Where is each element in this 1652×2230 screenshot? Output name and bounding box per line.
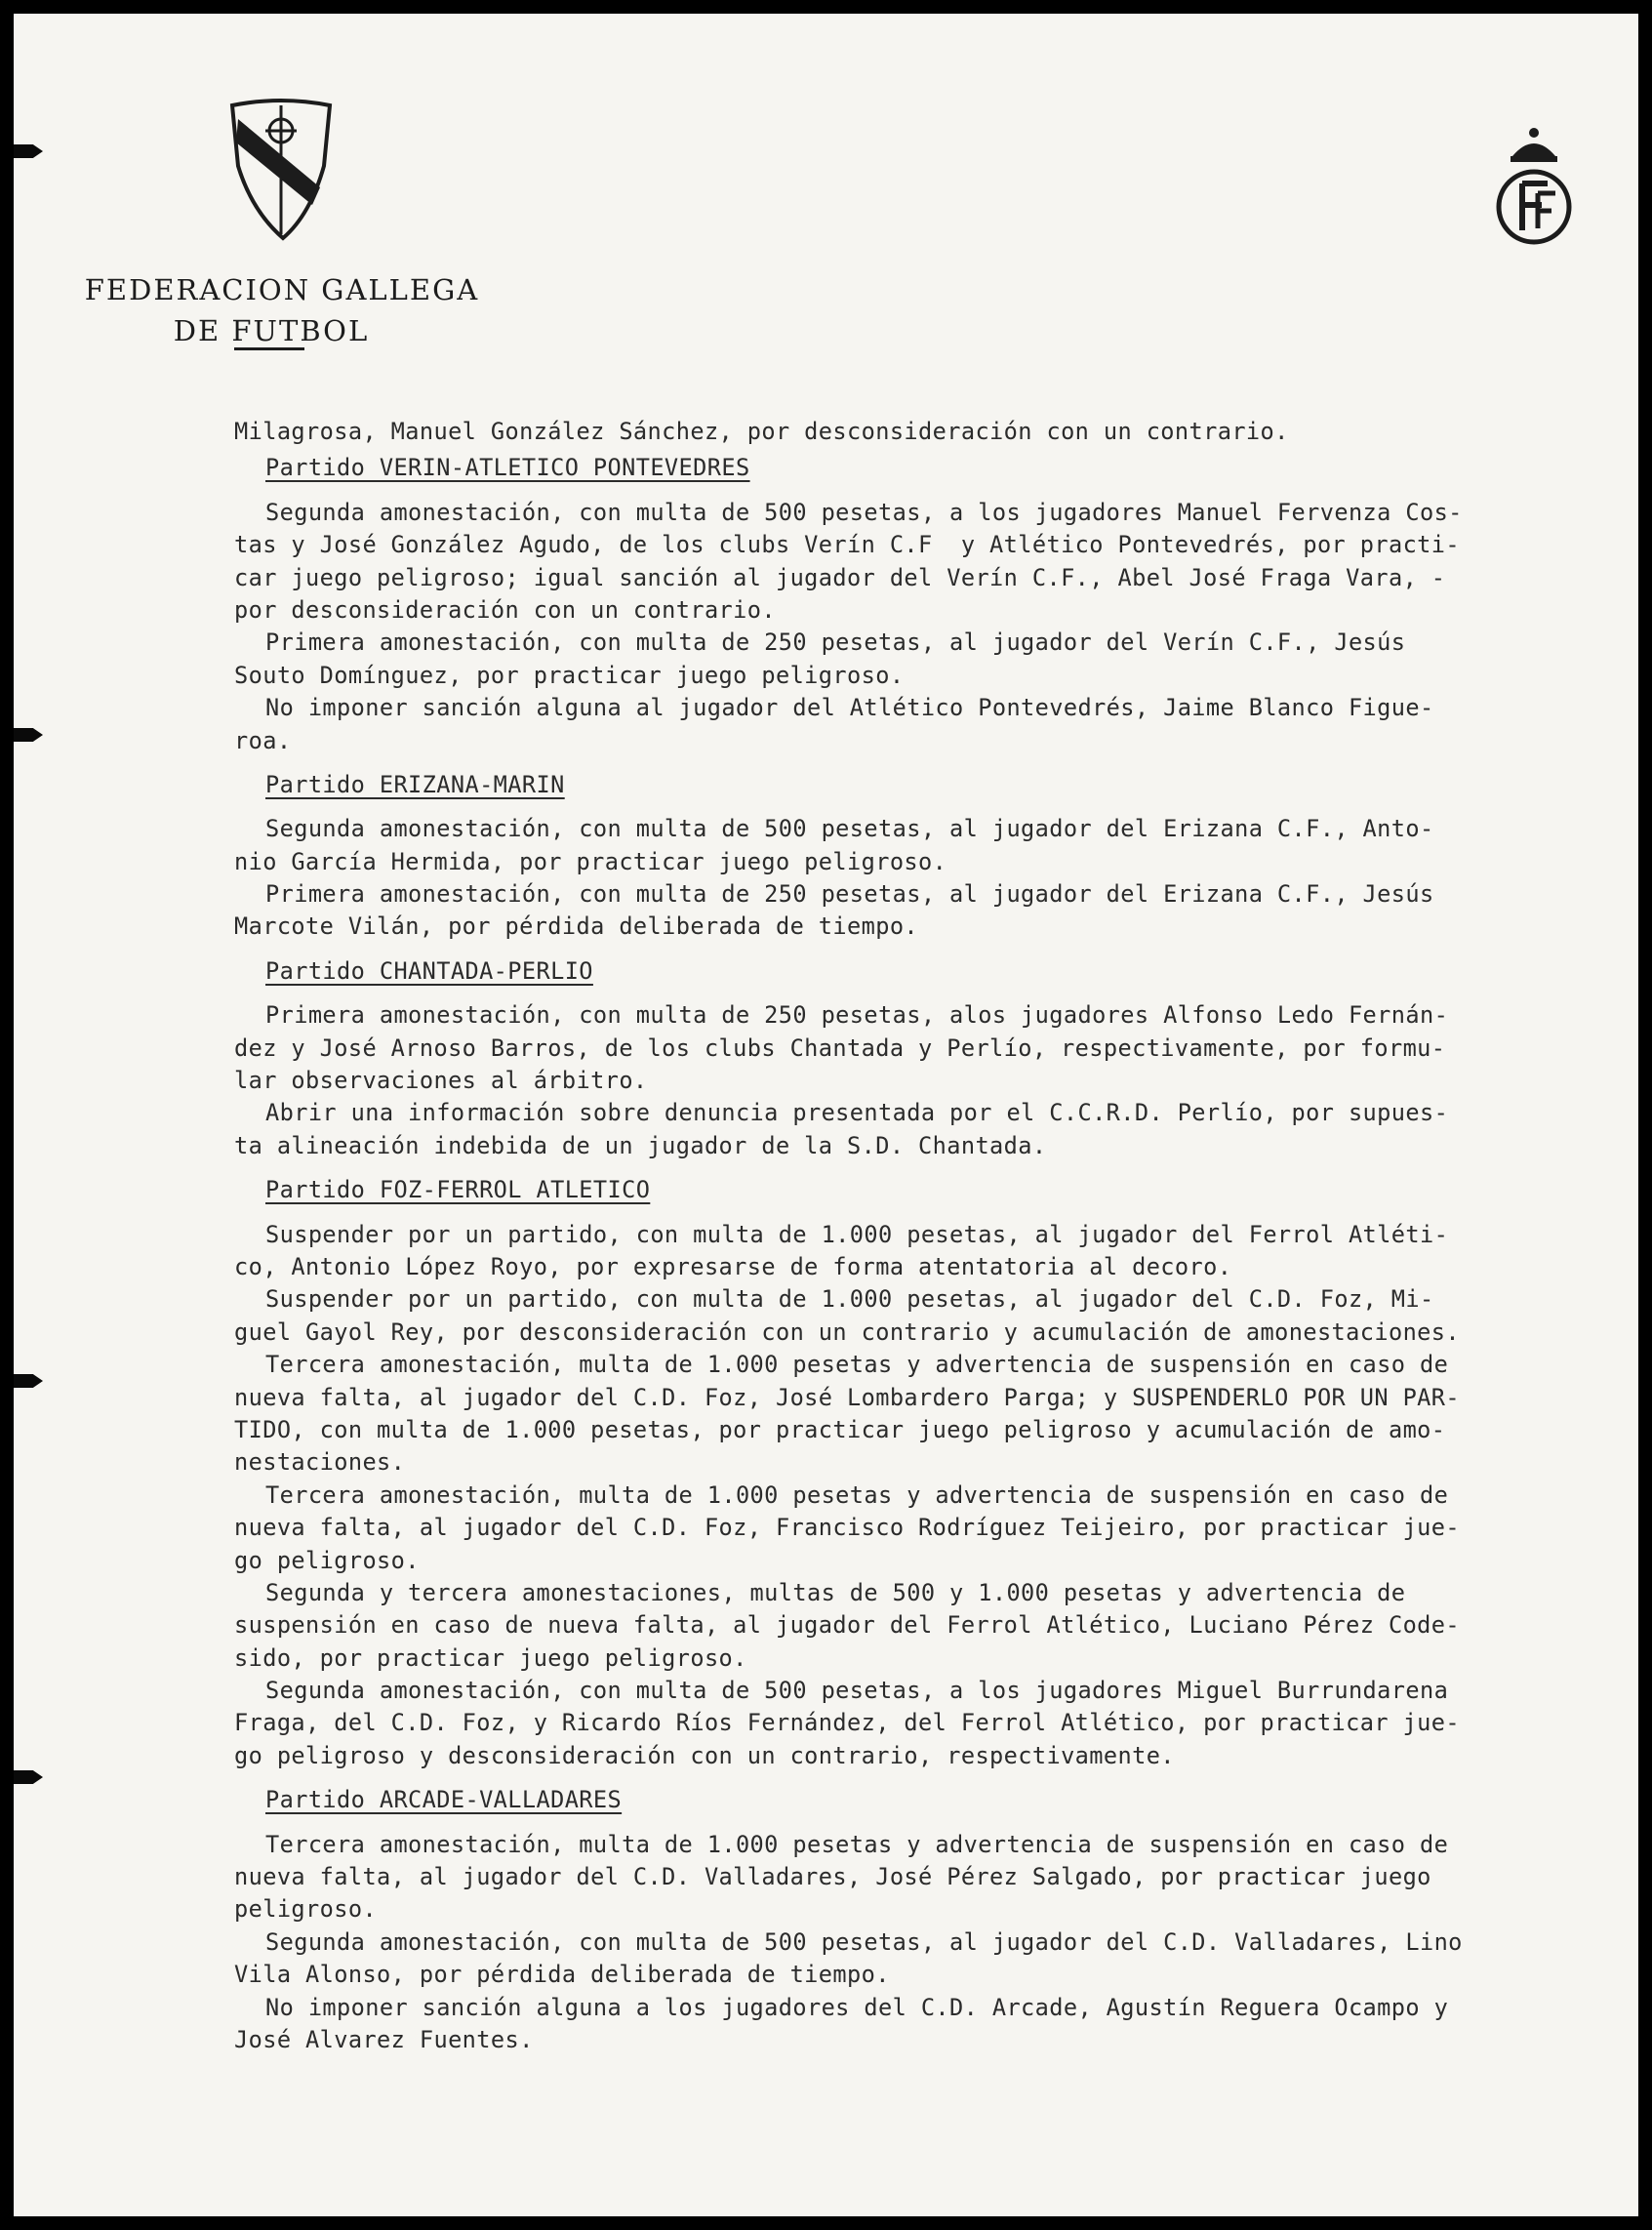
- paragraph: [234, 1219, 1638, 1284]
- paragraph: [234, 1675, 1638, 1772]
- text-line: nueva falta, al jugador del C.D. Valladares, José Pérez Salgado, por practicar juego: [234, 1863, 1431, 1891]
- text-line: Fraga, del C.D. Foz, y Ricardo Ríos Fernández, del Ferrol Atlético, por practicar jue-: [234, 1709, 1460, 1737]
- paragraph: [234, 497, 1638, 628]
- federation-name: [53, 269, 502, 351]
- punch-hole-mark: [14, 1374, 43, 1388]
- paragraph: [234, 1097, 1638, 1162]
- text-line: Segunda amonestación, con multa de 500 pesetas, a los jugadores Miguel Burrundarena: [265, 1677, 1449, 1705]
- section: [234, 769, 1638, 952]
- federation-name-line2: DE FUTBOL: [173, 314, 370, 347]
- text-line: Vila Alonso, por pérdida deliberada de tiempo.: [234, 1961, 890, 1989]
- section-gap: [234, 757, 1638, 765]
- text-line: Tercera amonestación, multa de 1.000 pesetas y advertencia de suspensión en caso de: [265, 1830, 1449, 1858]
- text-line: nestaciones.: [234, 1448, 406, 1477]
- paragraph: [234, 627, 1638, 692]
- text-line: por desconsideración con un contrario.: [234, 595, 776, 624]
- paragraph: [234, 1283, 1638, 1349]
- punch-hole-mark: [14, 728, 43, 742]
- text-line: nueva falta, al jugador del C.D. Foz, José Lombardero Parga; y SUSPENDERLO POR UN PAR-: [234, 1383, 1460, 1411]
- section-heading: Partido ERIZANA-MARIN: [265, 770, 565, 798]
- section-heading-line: [234, 955, 1638, 988]
- section-gap: [234, 2056, 1638, 2064]
- text-line: Marcote Vilán, por pérdida deliberada de tiempo.: [234, 912, 919, 941]
- paragraph: [234, 1480, 1638, 1577]
- text-line: peligroso.: [234, 1895, 378, 1924]
- paragraph: [234, 1577, 1638, 1675]
- punch-hole-mark: [14, 144, 43, 158]
- section-heading-line: [234, 452, 1638, 484]
- section-heading: Partido FOZ-FERROL ATLETICO: [265, 1176, 651, 1204]
- text-line: Suspender por un partido, con multa de 1.000 pesetas, al jugador del Ferrol Atléti-: [265, 1220, 1449, 1248]
- paragraph: [234, 1349, 1638, 1480]
- paragraph: [234, 878, 1638, 944]
- text-line: Segunda y tercera amonestaciones, multas de 500 y 1.000 pesetas y advertencia de: [265, 1578, 1406, 1606]
- text-line: go peligroso y desconsideración con un contrario, respectivamente.: [234, 1741, 1175, 1769]
- text-line: Tercera amonestación, multa de 1.000 pesetas y advertencia de suspensión en caso de: [265, 1351, 1449, 1379]
- text-line: nio García Hermida, por practicar juego peligroso.: [234, 847, 947, 875]
- text-line: suspensión en caso de nueva falta, al jugador del Ferrol Atlético, Luciano Pérez Code-: [234, 1611, 1460, 1640]
- paragraph: [234, 1829, 1638, 1926]
- section-heading-line: [234, 769, 1638, 801]
- text-line: TIDO, con multa de 1.000 pesetas, por practicar juego peligroso y acumulación de amo-: [234, 1415, 1446, 1443]
- federation-name-line1: FEDERACION GALLEGA: [84, 273, 480, 306]
- text-line: dez y José Arnoso Barros, de los clubs Chantada y Perlío, respectivamente, por formu-: [234, 1034, 1446, 1062]
- section-gap: [234, 1162, 1638, 1170]
- intro-block: [234, 416, 1638, 448]
- header-rule: [234, 347, 304, 350]
- section-gap: [234, 1772, 1638, 1780]
- text-line: Primera amonestación, con multa de 250 pesetas, al jugador del Erizana C.F., Jesús: [265, 880, 1434, 909]
- paragraph: [234, 1992, 1638, 2057]
- text-line: No imponer sanción alguna a los jugadores del C.D. Arcade, Agustín Reguera Ocampo y: [265, 1993, 1449, 2021]
- paragraph: [234, 813, 1638, 878]
- document-page: [14, 14, 1638, 2216]
- text-line: guel Gayol Rey, por desconsideración con un contrario y acumulación de amonestaciones.: [234, 1318, 1460, 1346]
- text-line: Segunda amonestación, con multa de 500 pesetas, al jugador del C.D. Valladares, Lino: [265, 1927, 1463, 1956]
- text-line: go peligroso.: [234, 1546, 420, 1574]
- text-line: roa.: [234, 726, 292, 754]
- section-heading: Partido CHANTADA-PERLIO: [265, 956, 593, 985]
- section-heading: Partido ARCADE-VALLADARES: [265, 1786, 623, 1814]
- text-line: Primera amonestación, con multa de 250 pesetas, alos jugadores Alfonso Ledo Fernán-: [265, 1001, 1449, 1030]
- text-line: co, Antonio López Royo, por expresarse de forma atentatoria al decoro.: [234, 1252, 1232, 1280]
- text-line: car juego peligroso; igual sanción al jugador del Verín C.F., Abel José Fraga Vara, -: [234, 563, 1446, 591]
- text-line: Souto Domínguez, por practicar juego peligroso.: [234, 661, 905, 689]
- text-line: Segunda amonestación, con multa de 500 pesetas, a los jugadores Manuel Fervenza Cos-: [265, 498, 1463, 526]
- text-line: Primera amonestación, con multa de 250 pesetas, al jugador del Verín C.F., Jesús: [265, 628, 1406, 657]
- paragraph: [234, 692, 1638, 757]
- text-line: sido, por practicar juego peligroso.: [234, 1643, 747, 1672]
- section: [234, 1174, 1638, 1780]
- paragraph: [234, 999, 1638, 1097]
- sections: [234, 452, 1638, 2064]
- shield-icon: [226, 98, 336, 244]
- text-line: José Alvarez Fuentes.: [234, 2025, 534, 2053]
- document-body: [234, 416, 1638, 2064]
- section-heading: Partido VERIN-ATLETICO PONTEVEDRES: [265, 454, 750, 482]
- section-gap: [234, 944, 1638, 952]
- text-line: No imponer sanción alguna al jugador del Atlético Pontevedrés, Jaime Blanco Figue-: [265, 694, 1434, 722]
- text-line: Abrir una información sobre denuncia presentada por el C.C.R.D. Perlío, por supues-: [265, 1099, 1449, 1127]
- section: [234, 955, 1638, 1170]
- punch-hole-mark: [14, 1770, 43, 1784]
- text-line: Milagrosa, Manuel González Sánchez, por desconsideración con un contrario.: [234, 418, 1289, 445]
- text-line: ta alineación indebida de un jugador de la S.D. Chantada.: [234, 1131, 1047, 1159]
- text-line: nueva falta, al jugador del C.D. Foz, Francisco Rodríguez Teijeiro, por practicar jue-: [234, 1514, 1460, 1542]
- crowned-emblem-icon: [1487, 123, 1581, 248]
- text-line: Suspender por un partido, con multa de 1.000 pesetas, al jugador del C.D. Foz, Mi-: [265, 1285, 1434, 1314]
- section-heading-line: [234, 1174, 1638, 1206]
- text-line: tas y José González Agudo, de los clubs Verín C.F y Atlético Pontevedrés, por practi-: [234, 531, 1460, 559]
- text-line: Tercera amonestación, multa de 1.000 pesetas y advertencia de suspensión en caso de: [265, 1480, 1449, 1509]
- section: [234, 452, 1638, 765]
- section-heading-line: [234, 1784, 1638, 1816]
- text-line: lar observaciones al árbitro.: [234, 1067, 648, 1095]
- section: [234, 1784, 1638, 2064]
- text-line: Segunda amonestación, con multa de 500 pesetas, al jugador del Erizana C.F., Anto-: [265, 815, 1434, 843]
- paragraph: [234, 1926, 1638, 1992]
